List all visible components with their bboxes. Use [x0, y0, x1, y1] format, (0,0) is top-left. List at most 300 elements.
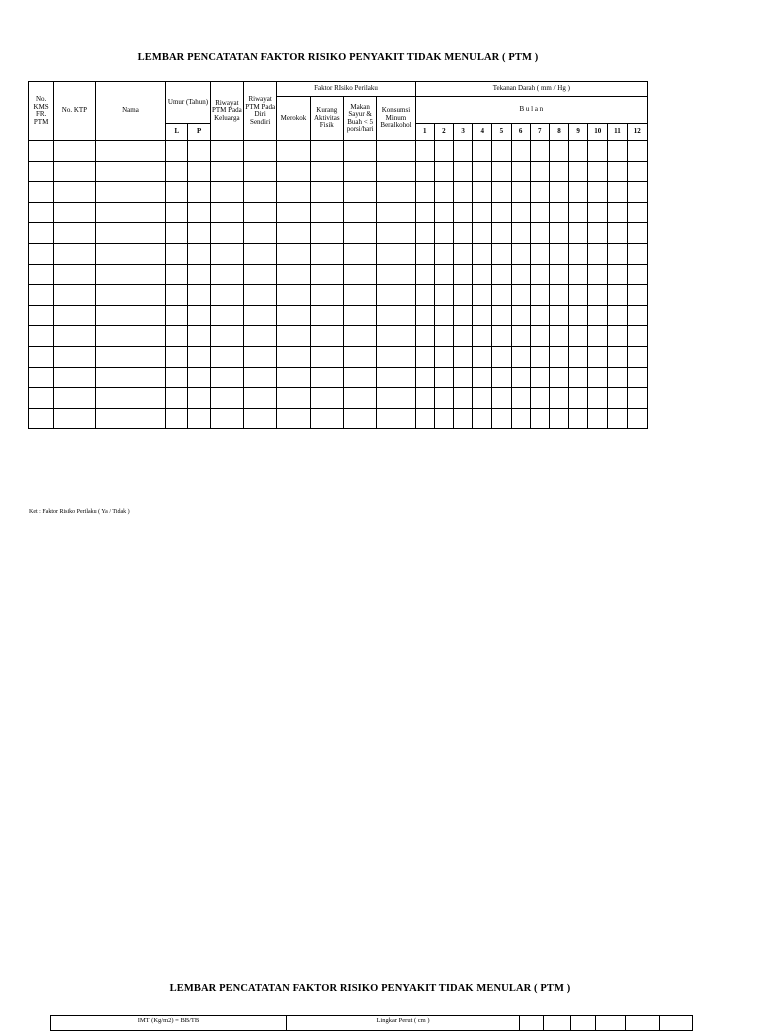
table-cell[interactable]	[95, 202, 166, 223]
table-cell[interactable]	[434, 161, 453, 182]
table-cell[interactable]	[95, 182, 166, 203]
table-cell[interactable]	[415, 346, 434, 367]
table-cell[interactable]	[454, 182, 473, 203]
table-cell[interactable]	[511, 141, 530, 162]
table-cell[interactable]	[549, 388, 568, 409]
table-cell[interactable]	[210, 141, 243, 162]
table-cell[interactable]	[473, 161, 492, 182]
table-cell[interactable]	[492, 388, 511, 409]
table-cell[interactable]	[310, 223, 343, 244]
table-cell[interactable]	[244, 285, 277, 306]
table-cell[interactable]	[377, 264, 415, 285]
table-cell[interactable]	[244, 326, 277, 347]
table-cell[interactable]	[473, 141, 492, 162]
table-cell[interactable]	[492, 243, 511, 264]
table-cell[interactable]	[415, 388, 434, 409]
table-cell[interactable]	[188, 182, 210, 203]
table-cell[interactable]	[492, 264, 511, 285]
table-cell[interactable]	[54, 326, 95, 347]
table-cell[interactable]	[608, 182, 627, 203]
table-cell[interactable]	[415, 202, 434, 223]
table-cell[interactable]	[29, 243, 54, 264]
table-cell[interactable]	[549, 326, 568, 347]
table-cell[interactable]	[188, 161, 210, 182]
table-cell[interactable]	[310, 161, 343, 182]
table-cell[interactable]	[454, 264, 473, 285]
table-cell[interactable]	[530, 223, 549, 244]
table-cell[interactable]	[588, 367, 608, 388]
table-cell[interactable]	[473, 285, 492, 306]
table-cell[interactable]	[627, 326, 647, 347]
table-cell[interactable]	[627, 141, 647, 162]
table-cell[interactable]	[530, 161, 549, 182]
table-cell[interactable]	[596, 1016, 626, 1031]
table-cell[interactable]	[627, 388, 647, 409]
table-cell[interactable]	[434, 182, 453, 203]
table-cell[interactable]	[549, 161, 568, 182]
table-cell[interactable]	[588, 408, 608, 429]
table-cell[interactable]	[569, 367, 588, 388]
table-cell[interactable]	[166, 346, 188, 367]
table-cell[interactable]	[29, 367, 54, 388]
table-cell[interactable]	[608, 388, 627, 409]
table-cell[interactable]	[244, 408, 277, 429]
table-cell[interactable]	[415, 182, 434, 203]
table-cell[interactable]	[434, 285, 453, 306]
table-cell[interactable]	[310, 202, 343, 223]
table-cell[interactable]	[343, 141, 376, 162]
table-cell[interactable]	[277, 182, 310, 203]
table-cell[interactable]	[520, 1016, 544, 1031]
table-cell[interactable]	[588, 388, 608, 409]
table-cell[interactable]	[473, 243, 492, 264]
table-cell[interactable]	[569, 408, 588, 429]
table-cell[interactable]	[511, 202, 530, 223]
table-cell[interactable]	[277, 202, 310, 223]
table-cell[interactable]	[277, 408, 310, 429]
table-cell[interactable]	[95, 408, 166, 429]
table-cell[interactable]	[473, 182, 492, 203]
table-cell[interactable]	[627, 182, 647, 203]
table-cell[interactable]	[454, 243, 473, 264]
table-cell[interactable]	[511, 326, 530, 347]
table-cell[interactable]	[511, 243, 530, 264]
table-cell[interactable]	[54, 161, 95, 182]
table-cell[interactable]	[473, 326, 492, 347]
table-cell[interactable]	[188, 243, 210, 264]
table-cell[interactable]	[434, 243, 453, 264]
table-cell[interactable]	[166, 388, 188, 409]
table-cell[interactable]	[377, 388, 415, 409]
table-cell[interactable]	[377, 326, 415, 347]
table-cell[interactable]	[569, 285, 588, 306]
table-cell[interactable]	[608, 367, 627, 388]
table-cell[interactable]	[492, 285, 511, 306]
table-cell[interactable]	[415, 285, 434, 306]
table-cell[interactable]	[569, 326, 588, 347]
table-cell[interactable]	[608, 408, 627, 429]
table-cell[interactable]	[29, 264, 54, 285]
table-cell[interactable]	[54, 285, 95, 306]
table-cell[interactable]	[244, 202, 277, 223]
table-cell[interactable]	[277, 141, 310, 162]
table-cell[interactable]	[492, 367, 511, 388]
table-cell[interactable]	[511, 161, 530, 182]
table-cell[interactable]	[627, 202, 647, 223]
table-cell[interactable]	[588, 326, 608, 347]
table-cell[interactable]	[166, 285, 188, 306]
table-cell[interactable]	[608, 346, 627, 367]
table-cell[interactable]	[310, 243, 343, 264]
table-cell[interactable]	[569, 141, 588, 162]
table-cell[interactable]	[588, 202, 608, 223]
table-cell[interactable]	[244, 141, 277, 162]
table-cell[interactable]	[571, 1016, 596, 1031]
table-cell[interactable]	[188, 326, 210, 347]
table-cell[interactable]	[530, 264, 549, 285]
table-cell[interactable]	[29, 408, 54, 429]
table-cell[interactable]	[188, 223, 210, 244]
table-cell[interactable]	[54, 408, 95, 429]
table-cell[interactable]	[454, 141, 473, 162]
table-cell[interactable]	[492, 326, 511, 347]
table-cell[interactable]	[188, 285, 210, 306]
table-cell[interactable]	[588, 264, 608, 285]
table-cell[interactable]	[166, 141, 188, 162]
table-cell[interactable]	[95, 161, 166, 182]
table-cell[interactable]	[54, 388, 95, 409]
table-cell[interactable]	[492, 161, 511, 182]
table-cell[interactable]	[530, 141, 549, 162]
table-cell[interactable]	[343, 182, 376, 203]
table-cell[interactable]	[244, 388, 277, 409]
table-cell[interactable]	[343, 202, 376, 223]
table-cell[interactable]	[244, 243, 277, 264]
table-cell[interactable]	[95, 243, 166, 264]
table-cell[interactable]	[54, 346, 95, 367]
table-cell[interactable]	[530, 202, 549, 223]
table-cell[interactable]	[434, 388, 453, 409]
table-cell[interactable]	[188, 141, 210, 162]
table-cell[interactable]	[343, 305, 376, 326]
table-cell[interactable]	[473, 264, 492, 285]
table-cell[interactable]	[244, 182, 277, 203]
table-cell[interactable]	[277, 243, 310, 264]
table-cell[interactable]	[588, 346, 608, 367]
table-cell[interactable]	[210, 285, 243, 306]
table-cell[interactable]	[310, 408, 343, 429]
table-cell[interactable]	[277, 305, 310, 326]
table-cell[interactable]	[377, 408, 415, 429]
table-cell[interactable]	[434, 264, 453, 285]
table-cell[interactable]	[166, 367, 188, 388]
table-cell[interactable]	[377, 367, 415, 388]
table-cell[interactable]	[29, 326, 54, 347]
table-cell[interactable]	[54, 182, 95, 203]
table-cell[interactable]	[511, 223, 530, 244]
table-cell[interactable]	[415, 141, 434, 162]
table-cell[interactable]	[549, 305, 568, 326]
table-cell[interactable]	[530, 182, 549, 203]
table-cell[interactable]	[277, 367, 310, 388]
table-cell[interactable]	[29, 285, 54, 306]
table-cell[interactable]	[492, 182, 511, 203]
table-cell[interactable]	[188, 346, 210, 367]
table-cell[interactable]	[166, 326, 188, 347]
table-cell[interactable]	[415, 161, 434, 182]
table-cell[interactable]	[310, 326, 343, 347]
table-cell[interactable]	[343, 408, 376, 429]
table-cell[interactable]	[608, 202, 627, 223]
table-cell[interactable]	[492, 346, 511, 367]
table-cell[interactable]	[530, 305, 549, 326]
table-cell[interactable]	[511, 408, 530, 429]
table-cell[interactable]	[310, 388, 343, 409]
table-cell[interactable]	[549, 182, 568, 203]
table-cell[interactable]	[29, 346, 54, 367]
table-cell[interactable]	[166, 408, 188, 429]
table-cell[interactable]	[166, 223, 188, 244]
table-cell[interactable]	[530, 408, 549, 429]
table-cell[interactable]	[511, 346, 530, 367]
table-cell[interactable]	[473, 305, 492, 326]
table-cell[interactable]	[569, 264, 588, 285]
table-cell[interactable]	[377, 141, 415, 162]
table-cell[interactable]	[492, 202, 511, 223]
table-cell[interactable]	[166, 305, 188, 326]
table-cell[interactable]	[549, 346, 568, 367]
table-cell[interactable]	[454, 223, 473, 244]
table-cell[interactable]	[29, 141, 54, 162]
table-cell[interactable]	[530, 243, 549, 264]
table-cell[interactable]	[549, 141, 568, 162]
table-cell[interactable]	[244, 305, 277, 326]
table-cell[interactable]	[473, 202, 492, 223]
table-cell[interactable]	[95, 367, 166, 388]
table-cell[interactable]	[588, 285, 608, 306]
table-cell[interactable]	[210, 202, 243, 223]
table-cell[interactable]	[277, 326, 310, 347]
table-cell[interactable]	[188, 202, 210, 223]
table-cell[interactable]	[210, 305, 243, 326]
table-cell[interactable]	[210, 326, 243, 347]
table-cell[interactable]	[627, 305, 647, 326]
table-cell[interactable]	[473, 367, 492, 388]
table-cell[interactable]	[473, 223, 492, 244]
table-cell[interactable]	[608, 326, 627, 347]
table-cell[interactable]	[377, 182, 415, 203]
table-cell[interactable]	[343, 285, 376, 306]
table-cell[interactable]	[210, 223, 243, 244]
table-cell[interactable]	[343, 264, 376, 285]
table-cell[interactable]	[29, 223, 54, 244]
table-cell[interactable]	[626, 1016, 660, 1031]
table-cell[interactable]	[511, 285, 530, 306]
table-cell[interactable]	[95, 305, 166, 326]
table-cell[interactable]	[310, 367, 343, 388]
table-cell[interactable]	[549, 264, 568, 285]
table-cell[interactable]	[569, 223, 588, 244]
table-cell[interactable]	[454, 305, 473, 326]
table-cell[interactable]	[608, 223, 627, 244]
table-cell[interactable]	[569, 202, 588, 223]
table-cell[interactable]	[454, 202, 473, 223]
table-cell[interactable]	[343, 161, 376, 182]
table-cell[interactable]	[660, 1016, 693, 1031]
table-cell[interactable]	[569, 388, 588, 409]
table-cell[interactable]	[310, 182, 343, 203]
table-cell[interactable]	[530, 346, 549, 367]
table-cell[interactable]	[54, 141, 95, 162]
table-cell[interactable]	[244, 264, 277, 285]
table-cell[interactable]	[511, 305, 530, 326]
table-cell[interactable]	[343, 326, 376, 347]
table-cell[interactable]	[588, 243, 608, 264]
table-cell[interactable]	[210, 388, 243, 409]
table-cell[interactable]	[511, 367, 530, 388]
table-cell[interactable]	[434, 408, 453, 429]
table-cell[interactable]	[454, 408, 473, 429]
table-cell[interactable]	[166, 202, 188, 223]
table-cell[interactable]	[310, 346, 343, 367]
table-cell[interactable]	[569, 305, 588, 326]
table-cell[interactable]	[277, 161, 310, 182]
table-cell[interactable]	[29, 161, 54, 182]
table-cell[interactable]	[608, 243, 627, 264]
table-cell[interactable]	[210, 346, 243, 367]
table-cell[interactable]	[244, 346, 277, 367]
table-cell[interactable]	[244, 367, 277, 388]
table-cell[interactable]	[454, 346, 473, 367]
table-cell[interactable]	[492, 141, 511, 162]
table-cell[interactable]	[343, 223, 376, 244]
table-cell[interactable]	[166, 182, 188, 203]
table-cell[interactable]	[544, 1016, 571, 1031]
table-cell[interactable]	[95, 264, 166, 285]
table-cell[interactable]	[549, 408, 568, 429]
table-cell[interactable]	[511, 182, 530, 203]
table-cell[interactable]	[473, 408, 492, 429]
table-cell[interactable]	[54, 243, 95, 264]
table-cell[interactable]	[95, 285, 166, 306]
table-cell[interactable]	[166, 264, 188, 285]
table-cell[interactable]	[434, 202, 453, 223]
table-cell[interactable]	[588, 161, 608, 182]
table-cell[interactable]	[210, 264, 243, 285]
table-cell[interactable]	[95, 326, 166, 347]
table-cell[interactable]	[434, 326, 453, 347]
table-cell[interactable]	[244, 161, 277, 182]
table-cell[interactable]	[530, 367, 549, 388]
table-cell[interactable]	[95, 223, 166, 244]
table-cell[interactable]	[95, 388, 166, 409]
table-cell[interactable]	[29, 202, 54, 223]
table-cell[interactable]	[627, 408, 647, 429]
table-cell[interactable]	[454, 367, 473, 388]
table-cell[interactable]	[415, 367, 434, 388]
table-cell[interactable]	[492, 223, 511, 244]
table-cell[interactable]	[530, 326, 549, 347]
table-cell[interactable]	[608, 141, 627, 162]
table-cell[interactable]	[569, 161, 588, 182]
table-cell[interactable]	[511, 264, 530, 285]
table-cell[interactable]	[343, 367, 376, 388]
table-cell[interactable]	[492, 305, 511, 326]
table-cell[interactable]	[54, 223, 95, 244]
table-cell[interactable]	[415, 223, 434, 244]
table-cell[interactable]	[377, 243, 415, 264]
table-cell[interactable]	[343, 388, 376, 409]
table-cell[interactable]	[627, 161, 647, 182]
table-cell[interactable]	[377, 285, 415, 306]
table-cell[interactable]	[608, 264, 627, 285]
table-cell[interactable]	[627, 243, 647, 264]
table-cell[interactable]	[473, 388, 492, 409]
table-cell[interactable]	[627, 367, 647, 388]
table-cell[interactable]	[29, 305, 54, 326]
table-cell[interactable]	[95, 141, 166, 162]
table-cell[interactable]	[569, 182, 588, 203]
table-cell[interactable]	[377, 346, 415, 367]
table-cell[interactable]	[377, 161, 415, 182]
table-cell[interactable]	[188, 264, 210, 285]
table-cell[interactable]	[210, 182, 243, 203]
table-cell[interactable]	[415, 264, 434, 285]
table-cell[interactable]	[588, 141, 608, 162]
table-cell[interactable]	[54, 202, 95, 223]
table-cell[interactable]	[627, 285, 647, 306]
table-cell[interactable]	[454, 326, 473, 347]
table-cell[interactable]	[434, 141, 453, 162]
table-cell[interactable]	[549, 285, 568, 306]
table-cell[interactable]	[627, 346, 647, 367]
table-cell[interactable]	[277, 264, 310, 285]
table-cell[interactable]	[244, 223, 277, 244]
table-cell[interactable]	[454, 285, 473, 306]
table-cell[interactable]	[277, 346, 310, 367]
table-cell[interactable]	[549, 223, 568, 244]
table-cell[interactable]	[473, 346, 492, 367]
table-cell[interactable]	[454, 161, 473, 182]
table-cell[interactable]	[415, 305, 434, 326]
table-cell[interactable]	[210, 408, 243, 429]
table-cell[interactable]	[188, 305, 210, 326]
table-cell[interactable]	[310, 305, 343, 326]
table-cell[interactable]	[434, 346, 453, 367]
table-cell[interactable]	[95, 346, 166, 367]
table-cell[interactable]	[627, 223, 647, 244]
table-cell[interactable]	[434, 223, 453, 244]
table-cell[interactable]	[377, 202, 415, 223]
table-cell[interactable]	[166, 161, 188, 182]
table-cell[interactable]	[434, 367, 453, 388]
table-cell[interactable]	[210, 367, 243, 388]
table-cell[interactable]	[54, 264, 95, 285]
table-cell[interactable]	[608, 161, 627, 182]
table-cell[interactable]	[530, 285, 549, 306]
table-cell[interactable]	[415, 326, 434, 347]
table-cell[interactable]	[29, 182, 54, 203]
table-cell[interactable]	[434, 305, 453, 326]
table-cell[interactable]	[54, 367, 95, 388]
table-cell[interactable]	[277, 388, 310, 409]
table-cell[interactable]	[277, 223, 310, 244]
table-cell[interactable]	[343, 346, 376, 367]
table-cell[interactable]	[588, 182, 608, 203]
table-cell[interactable]	[210, 243, 243, 264]
table-cell[interactable]	[188, 388, 210, 409]
table-cell[interactable]	[454, 388, 473, 409]
